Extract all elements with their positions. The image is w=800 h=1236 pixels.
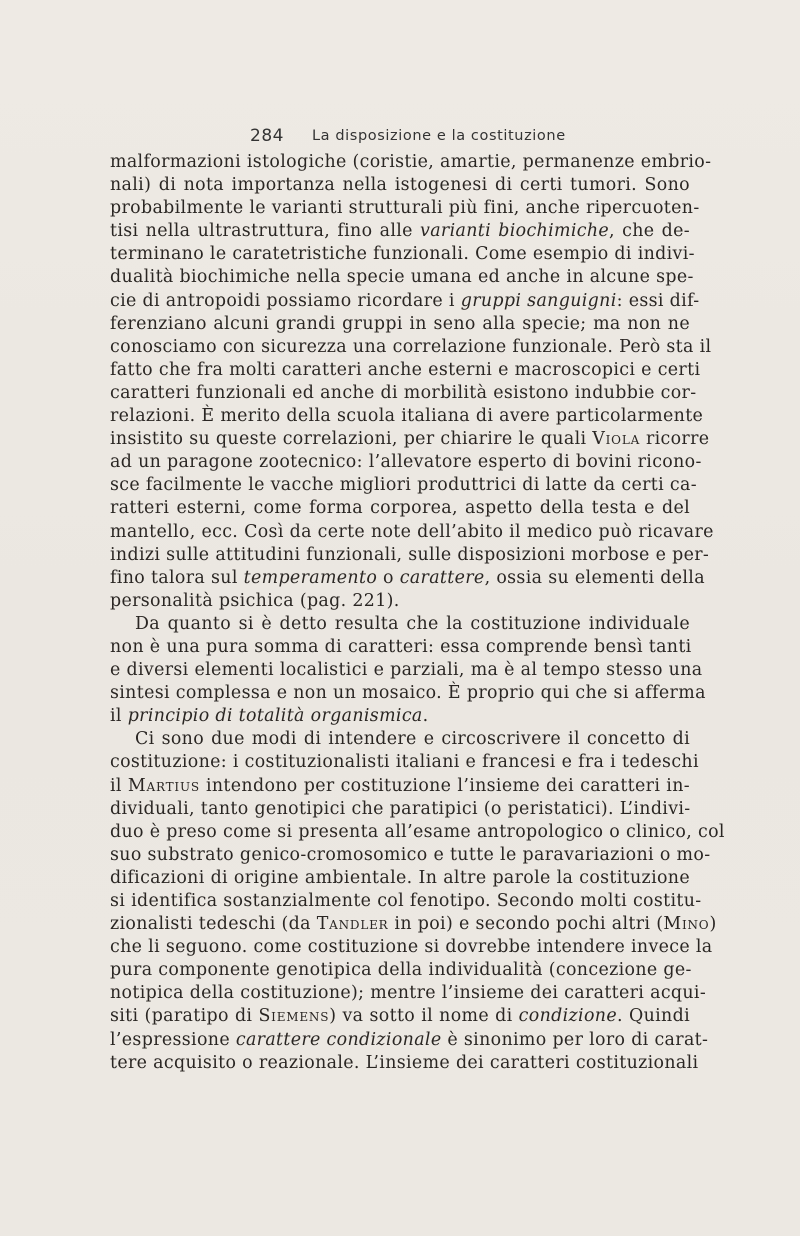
text-run: personalità psichica (pag. 221). xyxy=(110,590,400,611)
text-run: costituzione: i costituzionalisti italiani e francesi e fra i tedeschi xyxy=(110,752,699,773)
text-line xyxy=(110,613,690,636)
text-line xyxy=(110,174,690,197)
text-run: nali) di nota importanza nella istogenesi di certi tumori. Sono xyxy=(110,175,690,196)
italic-term: condizione xyxy=(518,1006,617,1027)
author-name: Tandler xyxy=(316,914,389,935)
text-run: mantello, ecc. Così da certe note dell’abito il medico può ricavare xyxy=(110,521,714,542)
text-run: o xyxy=(377,567,400,588)
text-line xyxy=(110,243,695,266)
text-run: l’espressione xyxy=(110,1029,236,1050)
text-line xyxy=(110,751,699,774)
text-line xyxy=(110,451,702,474)
text-line xyxy=(110,728,690,751)
text-line xyxy=(110,659,703,682)
text-run: indizi sulle attitudini funzionali, sulle disposizioni morbose e per- xyxy=(110,544,710,565)
text-run: : essi dif- xyxy=(616,290,700,311)
italic-term: principio di totalità organismica xyxy=(127,706,423,727)
text-line xyxy=(110,913,717,936)
text-line xyxy=(110,682,706,705)
text-line xyxy=(110,590,690,613)
running-title: La disposizione e la costituzione xyxy=(312,128,566,144)
text-line xyxy=(110,497,690,520)
text-line xyxy=(110,382,697,405)
text-line xyxy=(110,290,700,313)
text-run: zionalisti tedeschi (da xyxy=(110,914,317,935)
author-name: Viola xyxy=(592,429,641,450)
italic-term: varianti biochimiche xyxy=(420,221,610,242)
text-line xyxy=(110,1029,709,1052)
text-run: dividuali, tanto genotipici che paratipici (o peristatici). L’indivi- xyxy=(110,798,691,819)
text-run: , che de- xyxy=(609,221,690,242)
text-run: probabilmente le varianti strutturali più fini, anche ripercuoten- xyxy=(110,198,700,219)
text-line xyxy=(110,959,690,982)
text-run: tere acquisito o reazionale. L’insieme dei caratteri costituzionali xyxy=(110,1052,699,1073)
text-run: fino talora sul xyxy=(110,567,244,588)
text-run: ferenziano alcuni grandi gruppi in seno alla specie; ma non ne xyxy=(110,313,690,334)
text-line xyxy=(110,336,712,359)
text-line xyxy=(110,636,690,659)
text-line xyxy=(110,821,725,844)
text-run: Ci sono due modi di intendere e circoscrivere il concetto di xyxy=(135,729,690,750)
text-run: suo substrato genico-cromosomico e tutte le paravariazioni o mo- xyxy=(110,844,711,865)
text-line xyxy=(110,359,701,382)
text-line xyxy=(110,220,690,243)
italic-term: temperamento xyxy=(243,567,378,588)
text-run: Da quanto si è detto resulta che la costituzione individuale xyxy=(135,613,690,634)
text-run: il xyxy=(110,775,128,796)
author-name: Siemens xyxy=(258,1006,330,1027)
text-run: siti (paratipo di xyxy=(110,1006,259,1027)
text-run: terminano le caratetristiche funzionali. Come esempio di indivi- xyxy=(110,244,695,265)
text-line xyxy=(110,428,710,451)
text-line xyxy=(110,567,705,590)
text-run: duo è preso come si presenta all’esame antropologico o clinico, col xyxy=(110,821,725,842)
text-run: cie di antropoidi possiamo ricordare i xyxy=(110,290,461,311)
paragraph xyxy=(110,151,714,613)
text-run: caratteri funzionali ed anche di morbilità esistono indubbie cor- xyxy=(110,382,697,403)
paragraph xyxy=(110,613,706,728)
text-run: relazioni. È merito della scuola italiana di avere particolarmente xyxy=(110,406,704,427)
page-header xyxy=(250,126,690,150)
text-run: è sinonimo per loro di carat- xyxy=(441,1029,709,1050)
paragraph xyxy=(110,728,725,1074)
text-line xyxy=(110,844,711,867)
text-line xyxy=(110,197,700,220)
text-line xyxy=(110,867,690,890)
page-number: 284 xyxy=(250,126,284,146)
text-run: . Quindi xyxy=(616,1006,690,1027)
text-run: pura componente genotipica della individualità (concezione ge- xyxy=(110,960,692,981)
text-run: fatto che fra molti caratteri anche esterni e macroscopici e certi xyxy=(110,359,701,380)
text-line xyxy=(110,936,713,959)
text-run: malformazioni istologiche (coristie, amartie, permanenze embrio- xyxy=(110,152,712,172)
text-line xyxy=(110,1005,690,1028)
text-line xyxy=(110,474,697,497)
text-run: insistito su queste correlazioni, per chiarire le quali xyxy=(110,429,593,450)
text-run: tisi nella ultrastruttura, fino alle xyxy=(110,221,421,242)
text-line xyxy=(110,705,690,728)
text-run: ) xyxy=(709,914,717,935)
text-run: dualità biochimiche nella specie umana ed anche in alcune spe- xyxy=(110,267,694,288)
text-line xyxy=(110,313,690,336)
text-run: ad un paragone zootecnico: l’allevatore esperto di bovini ricono- xyxy=(110,452,702,473)
text-run: dificazioni di origine ambientale. In altre parole la costituzione xyxy=(110,867,690,888)
text-line xyxy=(110,151,712,174)
text-line xyxy=(110,890,702,913)
text-line xyxy=(110,1052,699,1075)
text-line xyxy=(110,405,704,428)
text-run: il xyxy=(110,706,128,727)
text-run: conosciamo con sicurezza una correlazione funzionale. Però sta il xyxy=(110,336,712,357)
text-run: non è una pura somma di caratteri: essa comprende bensì tanti xyxy=(110,636,692,657)
text-run: . xyxy=(422,706,429,727)
text-run: sintesi complessa e non un mosaico. È proprio qui che si afferma xyxy=(110,683,706,704)
text-run: , ossia su elementi della xyxy=(484,567,705,588)
text-run: notipica della costituzione); mentre l’insieme dei caratteri acqui- xyxy=(110,983,707,1004)
text-run: intendono per costituzione l’insieme dei caratteri in- xyxy=(199,775,691,796)
text-run: sce facilmente le vacche migliori produttrici di latte da certi ca- xyxy=(110,475,697,496)
text-line xyxy=(110,775,690,798)
text-run: si identifica sostanzialmente col fenotipo. Secondo molti costitu- xyxy=(110,891,702,911)
text-line xyxy=(110,544,710,567)
italic-term: carattere xyxy=(399,567,485,588)
text-line xyxy=(110,266,694,289)
text-run: ricorre xyxy=(640,429,710,450)
italic-term: carattere condizionale xyxy=(235,1029,442,1050)
text-line xyxy=(110,521,714,544)
text-run: e diversi elementi localistici e parziali, ma è al tempo stesso una xyxy=(110,660,703,681)
text-run: ) va sotto il nome di xyxy=(329,1006,519,1027)
text-run: in poi) e secondo pochi altri ( xyxy=(388,914,664,935)
text-line xyxy=(110,982,707,1005)
author-name: Martius xyxy=(127,775,200,796)
text-run: ratteri esterni, come forma corporea, aspetto della testa e del xyxy=(110,498,690,519)
text-run: che li seguono. come costituzione si dovrebbe intendere invece la xyxy=(110,937,713,958)
text-line xyxy=(110,798,690,821)
italic-term: gruppi sanguigni xyxy=(460,290,617,311)
author-name: Mino xyxy=(663,914,710,935)
body-text xyxy=(110,151,725,1075)
